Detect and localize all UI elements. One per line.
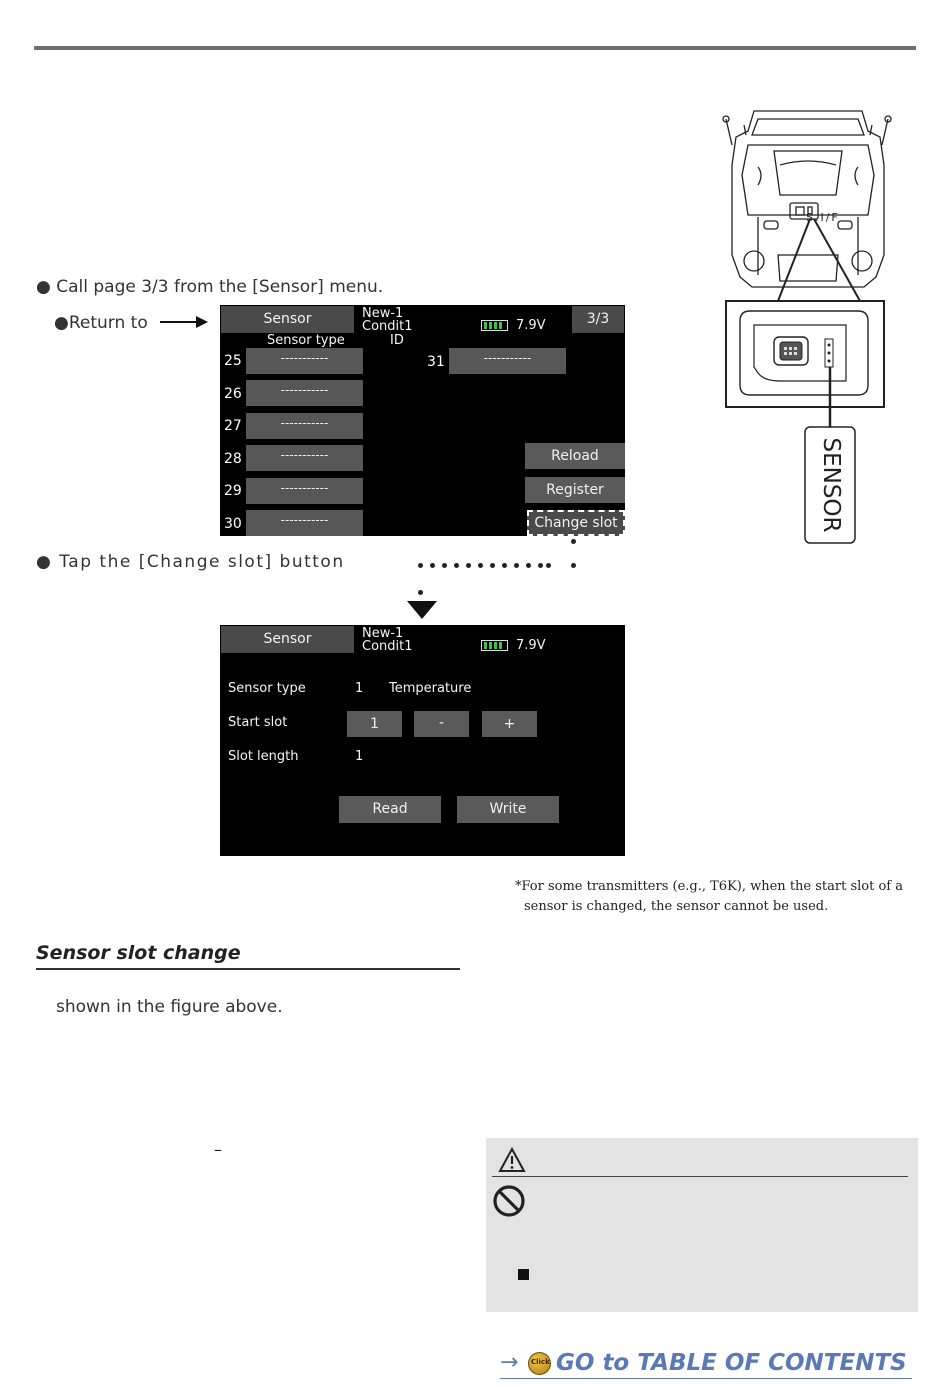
slot-length-value: 1 <box>355 749 364 764</box>
section-title: Sensor slot change <box>36 942 241 964</box>
slot-button-31[interactable]: ----------- <box>449 348 566 374</box>
sensor-label-box <box>811 434 851 534</box>
slot-button-27[interactable]: ----------- <box>246 413 363 439</box>
slot-button-29[interactable]: ----------- <box>246 478 363 504</box>
step-call-page: ● Call page 3/3 from the [Sensor] menu. <box>36 277 384 297</box>
sensor-type-label: Sensor type <box>228 681 306 696</box>
sif-port-label: S.I/F <box>806 211 840 224</box>
slot-number: 25 <box>224 353 242 369</box>
slot-button-28[interactable]: ----------- <box>246 445 363 471</box>
slot-button-26[interactable]: ----------- <box>246 380 363 406</box>
slot-button-30[interactable]: ----------- <box>246 510 363 536</box>
slot-number: 29 <box>224 483 242 499</box>
goto-underline <box>500 1378 912 1379</box>
square-bullet-icon <box>518 1269 529 1280</box>
prohibited-icon <box>492 1184 526 1218</box>
goto-toc-link[interactable] <box>500 1350 912 1380</box>
step-tap-change-slot: ● Tap the [Change slot] button <box>36 552 345 572</box>
section-body: shown in the figure above. <box>56 997 283 1017</box>
slot-number: 31 <box>427 354 445 370</box>
col-sensor-type: Sensor type <box>267 333 345 348</box>
top-rule <box>34 46 916 50</box>
warning-triangle-icon <box>498 1147 526 1173</box>
slot-number: 27 <box>224 418 242 434</box>
battery-icon <box>481 640 508 651</box>
sensor-label: SENSOR <box>818 437 844 533</box>
dash-mark: – <box>214 1140 222 1159</box>
arrow-down-icon <box>406 600 438 620</box>
section-underline <box>36 968 460 970</box>
start-slot-minus-button[interactable]: - <box>414 711 469 737</box>
reload-button[interactable]: Reload <box>525 443 625 469</box>
footnote-line2: sensor is changed, the sensor cannot be used. <box>524 899 829 914</box>
caution-box <box>486 1138 918 1312</box>
condition-name: Condit1 <box>362 319 413 334</box>
model-name: New-1 <box>362 626 404 641</box>
condition-name: Condit1 <box>362 639 413 654</box>
write-button[interactable]: Write <box>457 796 559 823</box>
arrow-right-icon <box>160 315 208 329</box>
sensor-type-value: Temperature <box>389 681 472 696</box>
start-slot-plus-button[interactable]: + <box>482 711 537 737</box>
read-button[interactable]: Read <box>339 796 441 823</box>
start-slot-label: Start slot <box>228 715 288 730</box>
col-id: ID <box>390 333 404 348</box>
battery-icon <box>481 320 508 331</box>
sensor-type-number: 1 <box>355 681 364 696</box>
slot-number: 26 <box>224 386 242 402</box>
page-indicator[interactable]: 3/3 <box>572 306 624 333</box>
slot-number: 28 <box>224 451 242 467</box>
return-to-label: ●Return to <box>54 313 148 333</box>
model-name: New-1 <box>362 306 404 321</box>
slot-length-label: Slot length <box>228 749 299 764</box>
arrow-right-icon: → <box>500 1350 519 1375</box>
start-slot-value-button[interactable]: 1 <box>347 711 402 737</box>
slot-button-25[interactable]: ----------- <box>246 348 363 374</box>
slot-number: 30 <box>224 516 242 532</box>
battery-voltage: 7.9V <box>516 318 546 333</box>
tab-sensor[interactable]: Sensor <box>221 306 354 333</box>
sensor-screen-page3 <box>220 305 625 536</box>
change-slot-screen <box>220 625 625 856</box>
change-slot-button[interactable]: Change slot <box>527 510 625 536</box>
register-button[interactable]: Register <box>525 477 625 503</box>
caution-divider <box>492 1176 908 1177</box>
click-badge-icon: Click <box>528 1352 551 1375</box>
goto-toc-text[interactable]: GO to TABLE OF CONTENTS <box>556 1350 907 1376</box>
tab-sensor[interactable]: Sensor <box>221 626 354 653</box>
footnote-line1: *For some transmitters (e.g., T6K), when the start slot of a <box>515 879 903 894</box>
battery-voltage: 7.9V <box>516 638 546 653</box>
transmitter-illustration <box>718 105 898 545</box>
